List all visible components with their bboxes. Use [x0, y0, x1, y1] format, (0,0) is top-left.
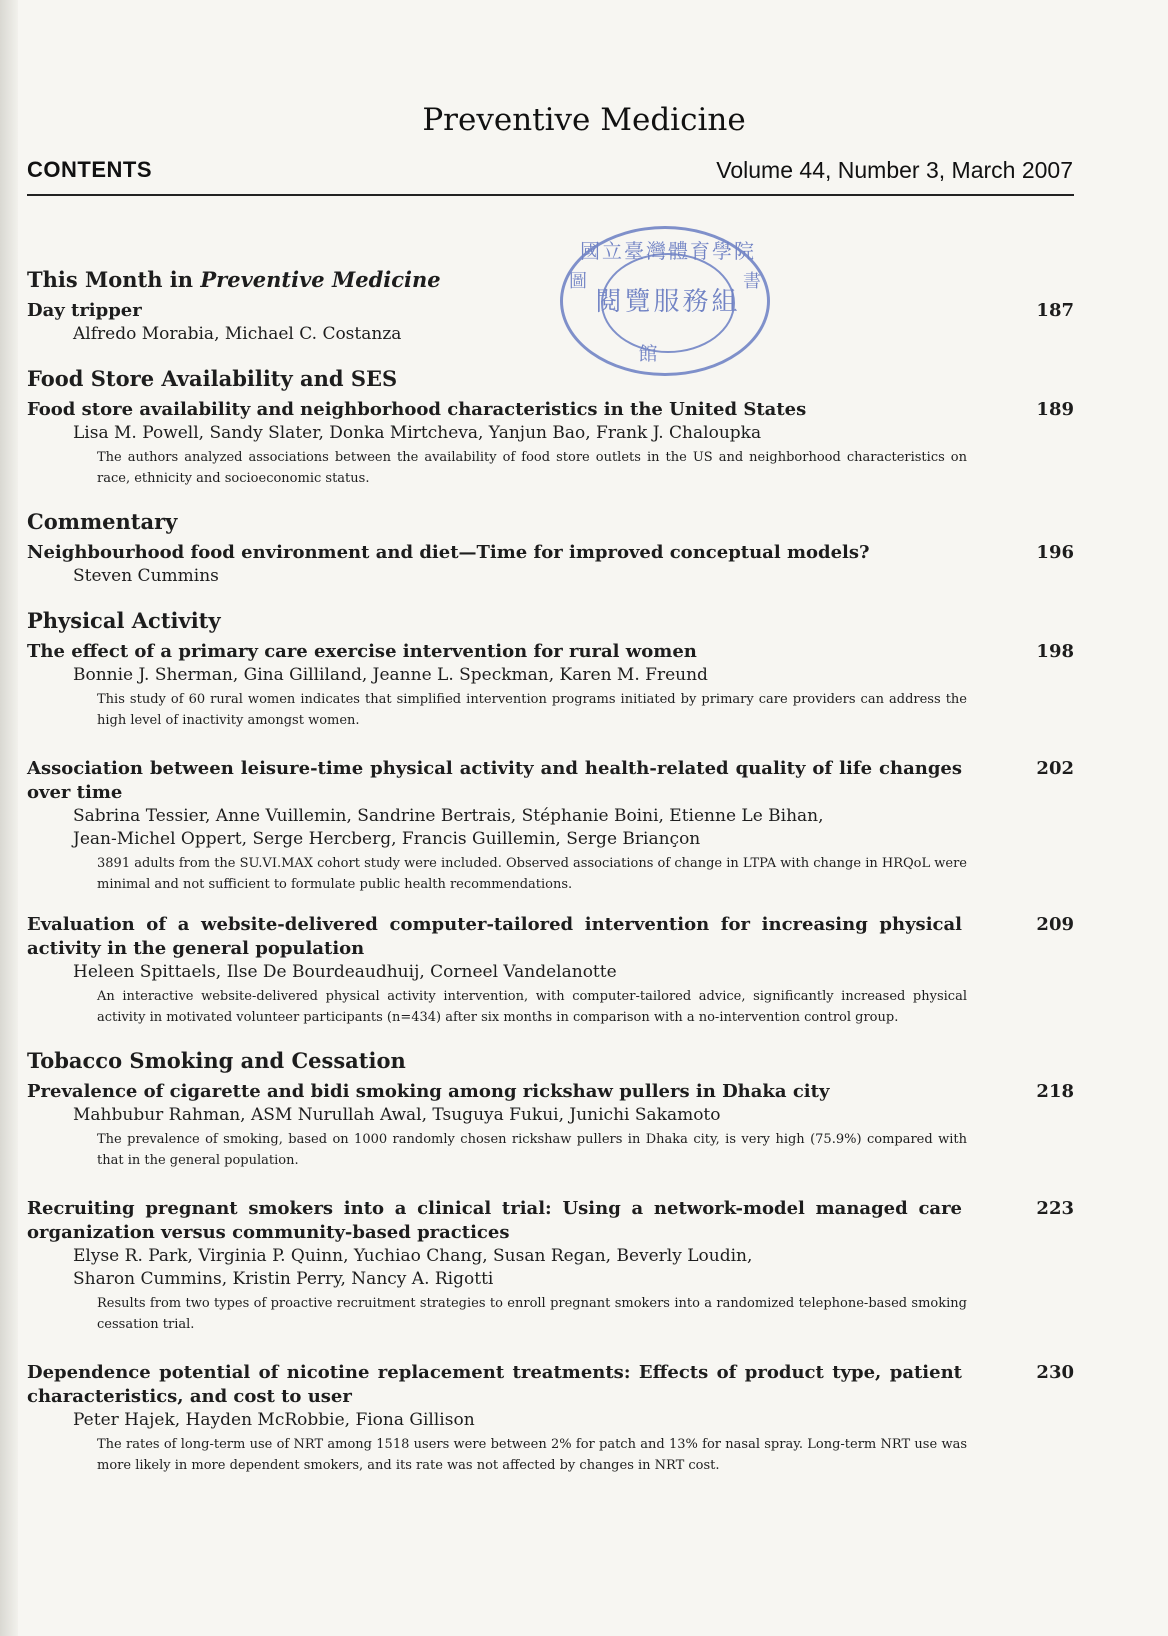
article-authors: Steven Cummins — [73, 566, 219, 586]
article-entry[interactable] — [27, 913, 1074, 1028]
article-page: 198 — [1036, 641, 1074, 662]
section-heading-food-store: Food Store Availability and SES — [27, 366, 398, 391]
article-abstract: An interactive website-delivered physical activity intervention, with computer-tailored advice, significantly increased physical activity in motivated volunteer participants (n=434) after six months in comparison with a no-intervention control group. — [97, 989, 967, 1025]
article-page: 218 — [1036, 1081, 1074, 1102]
article-entry[interactable] — [27, 299, 1074, 346]
stamp-top-text: 國立臺灣體育學院 — [580, 239, 756, 263]
article-page: 187 — [1036, 300, 1074, 321]
article-page: 230 — [1036, 1362, 1074, 1383]
article-abstract: The authors analyzed associations between the availability of food store outlets in the US and neighborhood characteristics on race, ethnicity and socioeconomic status. — [97, 450, 967, 486]
article-page: 196 — [1036, 542, 1074, 563]
article-entry[interactable] — [27, 640, 1074, 731]
article-entry[interactable] — [27, 757, 1074, 895]
article-abstract: The rates of long-term use of NRT among 1518 users were between 2% for patch and 13% for nasal spray. Long-term NRT use was more likely in more dependent smokers, and its rate was not affected by changes in NRT cost. — [97, 1437, 967, 1473]
article-title[interactable]: Day tripper — [27, 300, 142, 321]
article-entry[interactable] — [27, 1361, 1074, 1476]
article-authors: Peter Hajek, Hayden McRobbie, Fiona Gillison — [73, 1410, 475, 1430]
article-entry[interactable] — [27, 541, 1074, 588]
page-binding-edge — [0, 0, 18, 1636]
article-authors: Mahbubur Rahman, ASM Nurullah Awal, Tsuguya Fukui, Junichi Sakamoto — [73, 1105, 721, 1125]
stamp-bottom-text: 館 — [638, 343, 698, 365]
stamp-right-text: 書 — [743, 271, 761, 292]
article-title[interactable]: Prevalence of cigarette and bidi smoking among rickshaw pullers in Dhaka city — [27, 1081, 830, 1102]
article-entry[interactable] — [27, 1197, 1074, 1335]
article-title[interactable]: Neighbourhood food environment and diet—Time for improved conceptual models? — [27, 542, 870, 563]
article-page: 209 — [1036, 914, 1074, 935]
article-authors: Sabrina Tessier, Anne Vuillemin, Sandrine Bertrais, Stéphanie Boini, Etienne Le Bihan, — [73, 806, 824, 826]
article-title[interactable]: The effect of a primary care exercise intervention for rural women — [27, 641, 697, 662]
article-page: 202 — [1036, 758, 1074, 779]
section-heading-physical-activity: Physical Activity — [27, 608, 221, 633]
journal-title: Preventive Medicine — [422, 102, 746, 138]
section-heading-tobacco: Tobacco Smoking and Cessation — [27, 1048, 406, 1073]
stamp-left-text: 圖 — [569, 271, 587, 292]
article-authors: Heleen Spittaels, Ilse De Bourdeaudhuij, Corneel Vandelanotte — [73, 962, 617, 982]
article-authors: Alfredo Morabia, Michael C. Costanza — [73, 324, 402, 344]
article-authors: Bonnie J. Sherman, Gina Gilliland, Jeanne L. Speckman, Karen M. Freund — [73, 665, 708, 685]
section-heading-commentary: Commentary — [27, 509, 178, 534]
article-authors-cont: Sharon Cummins, Kristin Perry, Nancy A. Rigotti — [73, 1269, 494, 1289]
article-entry[interactable] — [27, 1080, 1074, 1171]
article-entry[interactable] — [27, 398, 1074, 489]
article-authors: Elyse R. Park, Virginia P. Quinn, Yuchiao Chang, Susan Regan, Beverly Loudin, — [73, 1246, 753, 1266]
volume-info: Volume 44, Number 3, March 2007 — [716, 157, 1073, 183]
article-authors-cont: Jean-Michel Oppert, Serge Hercberg, Francis Guillemin, Serge Briançon — [73, 829, 701, 849]
article-abstract: This study of 60 rural women indicates that simplified intervention programs initiated by primary care providers can address the high level of inactivity amongst women. — [97, 692, 967, 728]
section-heading-this-month: This Month in Preventive Medicine — [27, 267, 441, 292]
article-abstract: Results from two types of proactive recruitment strategies to enroll pregnant smokers into a randomized telephone-based smoking cessation trial. — [97, 1296, 967, 1332]
article-page: 189 — [1036, 399, 1074, 420]
article-abstract: 3891 adults from the SU.VI.MAX cohort study were included. Observed associations of change in LTPA with change in HRQoL were minimal and not sufficient to formulate public health recommendations. — [97, 856, 967, 892]
article-title[interactable]: Dependence potential of nicotine replacement treatments: Effects of product type, patient characteristics, and cost to user — [27, 1362, 962, 1407]
article-title[interactable]: Evaluation of a website-delivered computer-tailored intervention for increasing physical activity in the general population — [27, 914, 962, 959]
stamp-middle-text: 閱覽服務組 — [595, 287, 741, 317]
contents-list — [27, 265, 1074, 1488]
article-page: 223 — [1036, 1198, 1074, 1219]
header-rule — [27, 194, 1074, 196]
article-abstract: The prevalence of smoking, based on 1000 randomly chosen rickshaw pullers in Dhaka city, is very high (75.9%) compared with that in the general population. — [97, 1132, 967, 1168]
article-title[interactable]: Recruiting pregnant smokers into a clinical trial: Using a network-model managed care organization versus community-based practices — [27, 1198, 962, 1243]
article-title[interactable]: Association between leisure-time physical activity and health-related quality of life changes over time — [27, 758, 962, 803]
contents-label: CONTENTS — [27, 157, 152, 182]
article-authors: Lisa M. Powell, Sandy Slater, Donka Mirtcheva, Yanjun Bao, Frank J. Chaloupka — [73, 423, 762, 443]
article-title[interactable]: Food store availability and neighborhood characteristics in the United States — [27, 399, 807, 420]
